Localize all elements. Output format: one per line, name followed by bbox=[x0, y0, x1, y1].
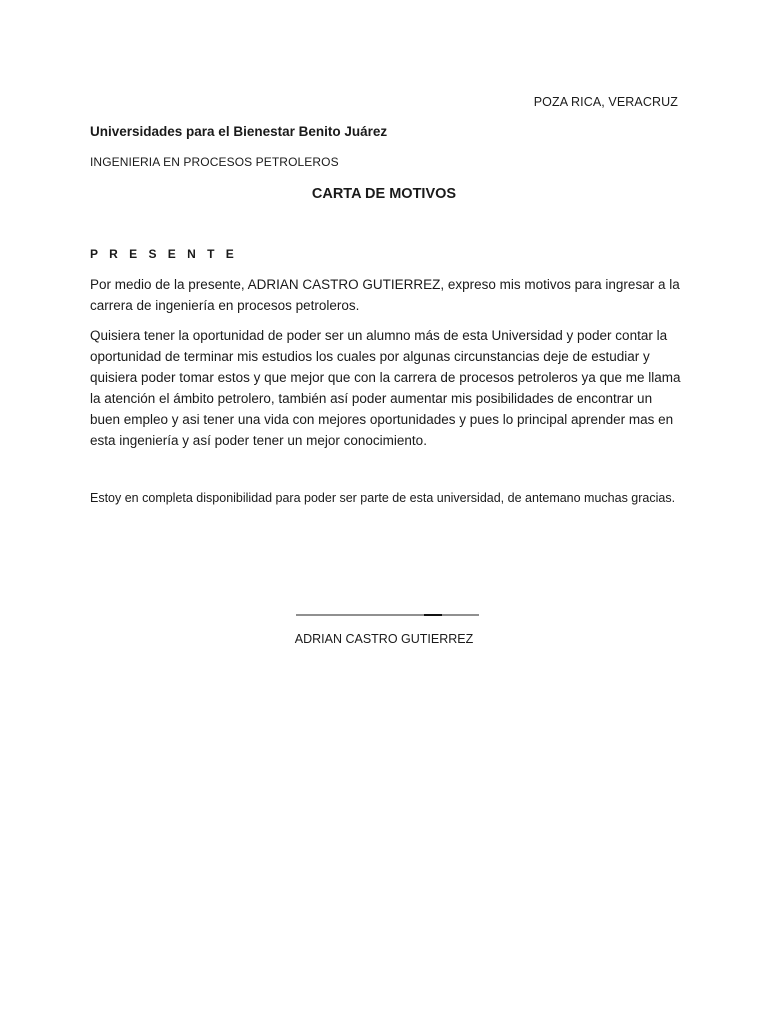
institution-name: Universidades para el Bienestar Benito Juárez bbox=[90, 124, 388, 139]
program-name: INGENIERIA EN PROCESOS PETROLEROS bbox=[90, 155, 339, 169]
body-paragraph-motives: Quisiera tener la oportunidad de poder ser un alumno más de esta Universidad y poder contar la oportunidad de terminar mis estudios los cuales por algunas circunstancias deje de estudiar y quisiera poder tomar estos y que mejor que con la carrera de procesos petroleros ya que me llama la atención el ámbito petrolero, también así poder aumentar mis posibilidades de encontrar un buen empleo y asi tener una vida con mejores oportunidades y pues lo principal aprender mas en esta ingeniería y así poder tener un mejor conocimiento. bbox=[90, 328, 681, 448]
signer-name: ADRIAN CASTRO GUTIERREZ bbox=[294, 632, 474, 646]
body-paragraph-intro: Por medio de la presente, ADRIAN CASTRO GUTIERREZ, expreso mis motivos para ingresar a la carrera de ingeniería en procesos petroleros. bbox=[90, 277, 680, 313]
signature-line bbox=[296, 614, 479, 616]
place-header: POZA RICA, VERACRUZ bbox=[533, 95, 678, 109]
body-paragraph-closing: Estoy en completa disponibilidad para poder ser parte de esta universidad, de antemano muchas gracias. bbox=[90, 491, 676, 505]
salutation: P R E S E N T E bbox=[90, 247, 238, 261]
document-title: CARTA DE MOTIVOS bbox=[311, 186, 457, 202]
